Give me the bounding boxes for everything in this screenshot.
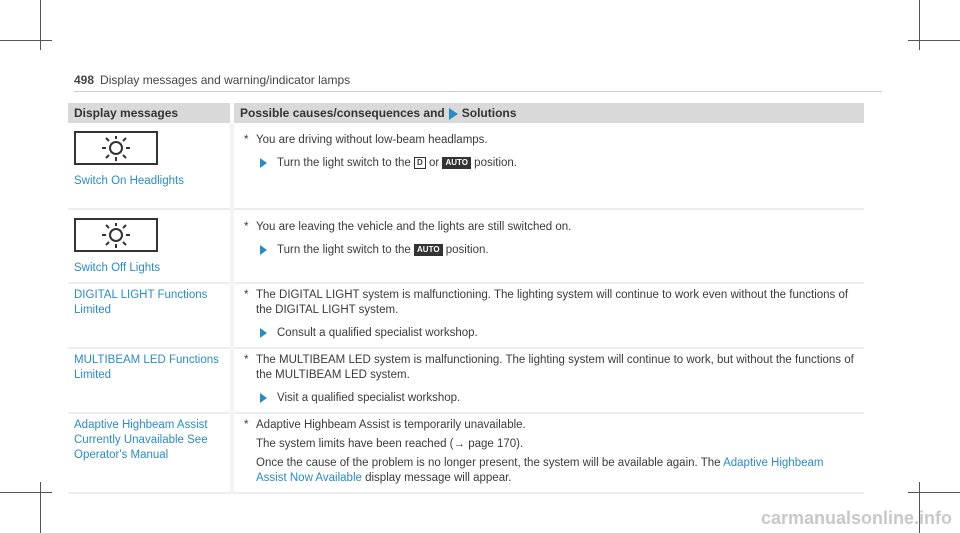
action-arrow-icon — [260, 158, 267, 168]
header-divider — [74, 91, 882, 92]
cause-text: You are driving without low-beam headlamps. — [256, 134, 488, 146]
col-header-causes-text: Possible causes/consequences and — [240, 106, 445, 120]
cause-text: You are leaving the vehicle and the lights are still switched on. — [256, 221, 572, 233]
message-cell — [68, 413, 232, 493]
solution-step: Turn the light switch to the D or AUTO position. — [244, 156, 856, 171]
page-title: Display messages and warning/indicator lamps — [100, 73, 351, 87]
low-beam-symbol-icon: D — [414, 157, 426, 169]
crop-mark — [908, 40, 960, 41]
auto-symbol-icon: AUTO — [442, 157, 471, 169]
message-text: Adaptive Highbeam Assist Currently Unavailable See Operator's Manual — [74, 419, 208, 461]
col-header-messages: Display messages — [68, 103, 232, 123]
bullet-asterisk: * — [244, 289, 249, 301]
action-arrow-icon — [260, 245, 267, 255]
table-row — [68, 283, 864, 348]
cause-text: The DIGITAL LIGHT system is malfunctioning. The lighting system will continue to work even without the functions of — [256, 289, 849, 301]
cause-cell — [232, 413, 864, 493]
message-cell — [68, 123, 232, 209]
message-cell — [68, 283, 232, 348]
bullet-asterisk: * — [244, 221, 249, 233]
col-header-solutions: Solutions — [461, 106, 517, 120]
limits-text: The system limits have been reached (→ page 170). — [256, 438, 524, 450]
bullet-asterisk: * — [244, 354, 249, 366]
crop-mark — [40, 482, 41, 533]
triangle-arrow-icon — [449, 108, 458, 120]
crop-mark — [40, 0, 41, 50]
headlamp-indicator-icon — [74, 131, 158, 165]
page-header — [74, 73, 350, 87]
watermark: carmanualsonline.info — [760, 508, 952, 528]
message-text: Switch On Headlights — [74, 175, 184, 187]
display-messages-table — [68, 103, 864, 494]
table-row — [68, 413, 864, 493]
table-row — [68, 123, 864, 209]
table-header-row — [68, 103, 864, 123]
bullet-asterisk: * — [244, 419, 249, 431]
crop-mark — [0, 492, 52, 493]
solution-step: Consult a qualified specialist workshop. — [244, 326, 856, 341]
cause-cell — [232, 209, 864, 283]
message-cell — [68, 348, 232, 413]
cause-text: Adaptive Highbeam Assist is temporarily unavailable. — [256, 419, 526, 431]
crop-mark — [0, 40, 52, 41]
message-reference-link[interactable]: Adaptive Highbeam Assist Now Available — [256, 457, 824, 484]
message-text: Switch Off Lights — [74, 262, 161, 274]
message-text: DIGITAL LIGHT Functions Limited — [74, 289, 208, 316]
cause-cell — [232, 123, 864, 209]
crop-mark — [919, 0, 920, 50]
table-row — [68, 209, 864, 283]
resolution-text: Once the cause of the problem is no longer present, the system will be available again. The Adaptive Highbeam Assist Now Available display message will appear. — [256, 457, 824, 484]
cause-cell — [232, 283, 864, 348]
message-cell — [68, 209, 232, 283]
crop-mark — [908, 492, 960, 493]
table-row — [68, 348, 864, 413]
bullet-asterisk: * — [244, 134, 249, 146]
col-header-causes — [232, 103, 864, 123]
cause-text: The MULTIBEAM LED system is malfunctioning. The lighting system will continue to work, but without the functions of — [256, 354, 854, 366]
cause-cell — [232, 348, 864, 413]
auto-symbol-icon: AUTO — [414, 244, 443, 256]
page-number: 498 — [74, 73, 95, 87]
cause-text-cont: the DIGITAL LIGHT system. — [256, 304, 399, 316]
headlamp-indicator-icon — [74, 218, 158, 252]
cause-text-cont: the MULTIBEAM LED system. — [256, 369, 410, 381]
action-arrow-icon — [260, 328, 267, 338]
solution-step: Turn the light switch to the AUTO position. — [244, 243, 856, 258]
action-arrow-icon — [260, 393, 267, 403]
message-text: MULTIBEAM LED Functions Limited — [74, 354, 219, 381]
solution-step: Visit a qualified specialist workshop. — [244, 391, 856, 406]
